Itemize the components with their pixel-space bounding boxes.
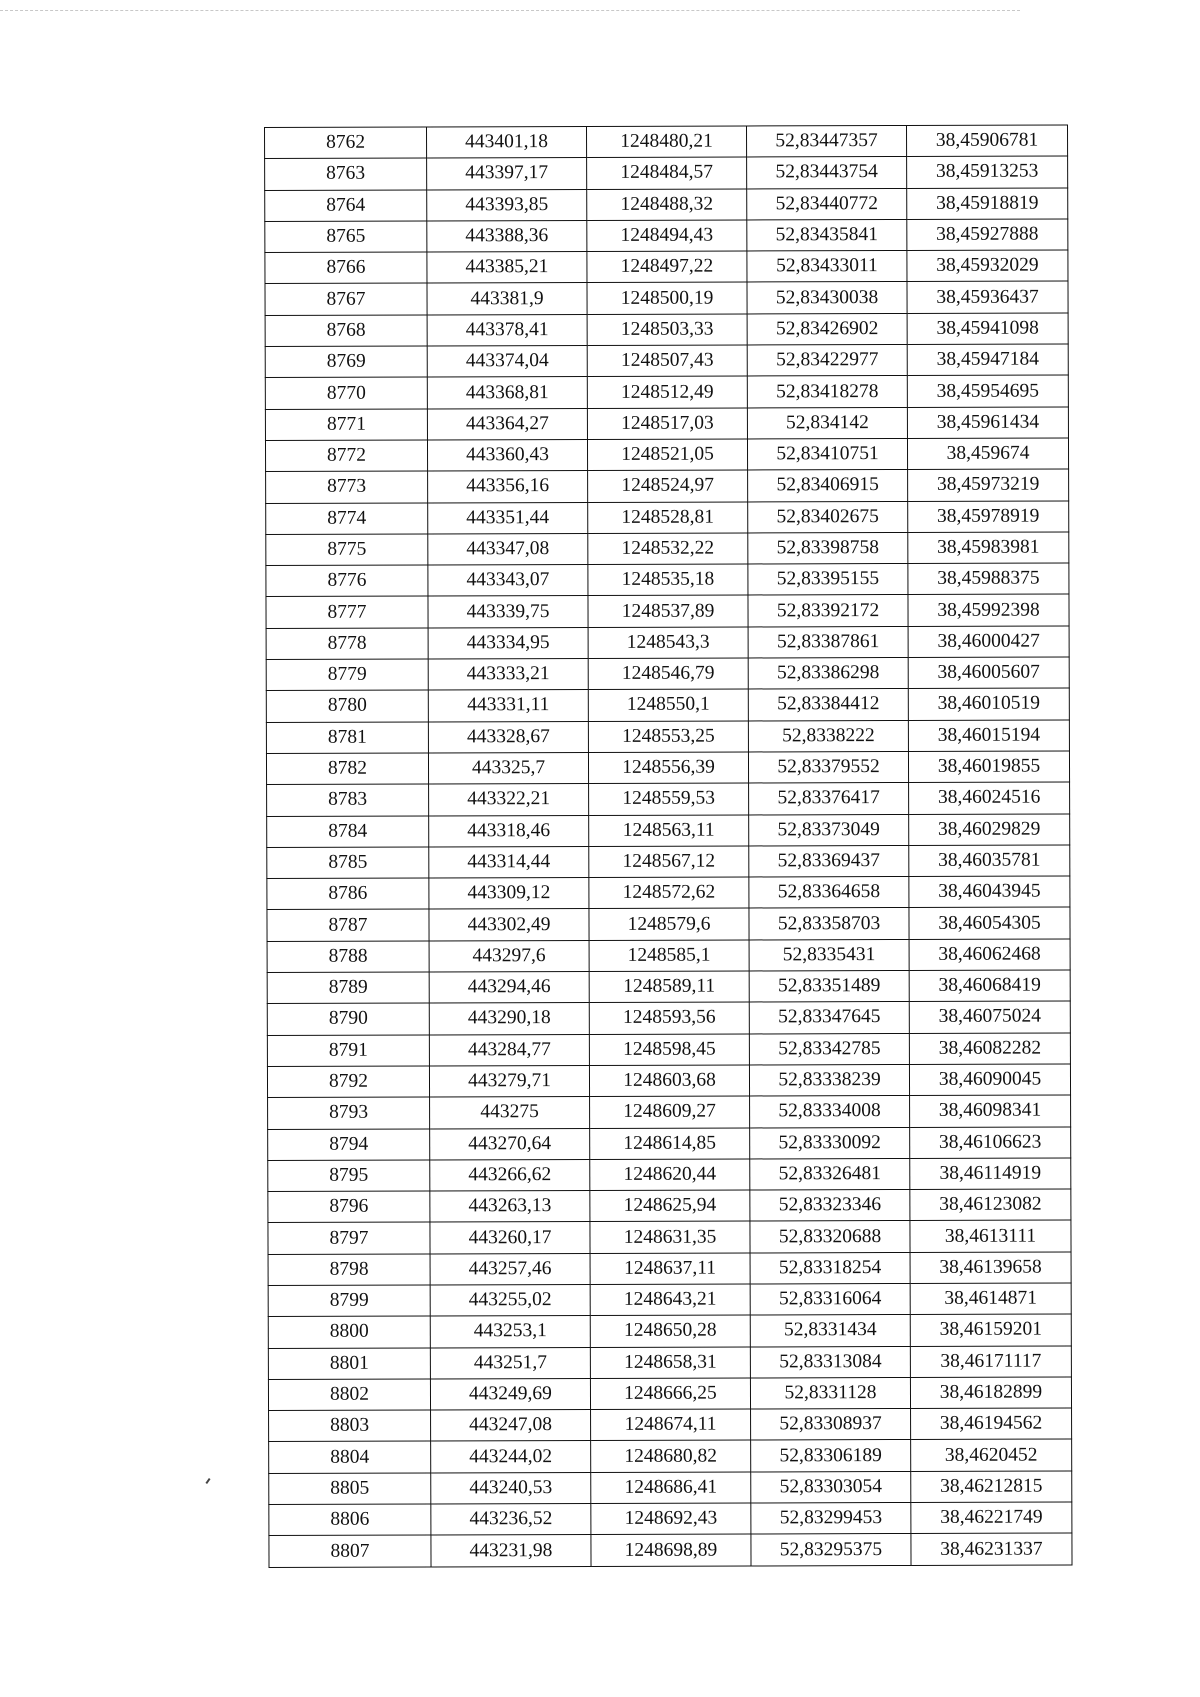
table-row bbox=[268, 1095, 1071, 1129]
table-row bbox=[267, 970, 1070, 1004]
table-row bbox=[268, 1346, 1071, 1380]
point-number-cell: 8775 bbox=[266, 534, 428, 566]
longitude-cell: 38,45936437 bbox=[907, 281, 1068, 313]
latitude-cell: 52,83379552 bbox=[748, 751, 908, 783]
latitude-cell: 52,83369437 bbox=[749, 845, 909, 877]
point-number-cell: 8803 bbox=[269, 1410, 431, 1442]
latitude-cell: 52,83334008 bbox=[750, 1096, 910, 1128]
latitude-cell: 52,83338239 bbox=[749, 1064, 909, 1096]
longitude-cell: 38,45954695 bbox=[907, 375, 1068, 407]
longitude-cell: 38,46010519 bbox=[908, 688, 1069, 720]
y-coordinate-cell: 1248488,32 bbox=[587, 189, 747, 221]
longitude-cell: 38,45913253 bbox=[907, 156, 1068, 188]
y-coordinate-cell: 1248556,39 bbox=[588, 752, 748, 784]
latitude-cell: 52,8331434 bbox=[750, 1315, 910, 1347]
y-coordinate-cell: 1248559,53 bbox=[589, 783, 749, 815]
latitude-cell: 52,83440772 bbox=[747, 188, 907, 220]
table-row bbox=[265, 281, 1068, 315]
y-coordinate-cell: 1248543,3 bbox=[588, 627, 748, 659]
y-coordinate-cell: 1248686,41 bbox=[591, 1472, 751, 1504]
point-number-cell: 8762 bbox=[265, 127, 427, 159]
y-coordinate-cell: 1248650,28 bbox=[590, 1315, 750, 1347]
latitude-cell: 52,83426902 bbox=[747, 313, 907, 345]
point-number-cell: 8791 bbox=[267, 1035, 429, 1067]
latitude-cell: 52,83326481 bbox=[750, 1158, 910, 1190]
table-row bbox=[268, 1220, 1071, 1254]
longitude-cell: 38,46231337 bbox=[911, 1533, 1072, 1565]
latitude-cell: 52,83406915 bbox=[748, 470, 908, 502]
table-row bbox=[265, 156, 1068, 190]
latitude-cell: 52,83430038 bbox=[747, 282, 907, 314]
x-coordinate-cell: 443294,46 bbox=[429, 971, 589, 1003]
longitude-cell: 38,46221749 bbox=[911, 1502, 1072, 1534]
point-number-cell: 8805 bbox=[269, 1473, 431, 1505]
latitude-cell: 52,83358703 bbox=[749, 908, 909, 940]
longitude-cell: 38,46068419 bbox=[909, 970, 1070, 1002]
latitude-cell: 52,83342785 bbox=[749, 1033, 909, 1065]
longitude-cell: 38,46029829 bbox=[909, 814, 1070, 846]
y-coordinate-cell: 1248550,1 bbox=[588, 689, 748, 721]
x-coordinate-cell: 443255,02 bbox=[430, 1284, 590, 1316]
point-number-cell: 8793 bbox=[268, 1097, 430, 1129]
table-row bbox=[265, 407, 1068, 441]
point-number-cell: 8801 bbox=[268, 1348, 430, 1380]
table-row bbox=[266, 751, 1069, 785]
latitude-cell: 52,83313084 bbox=[750, 1346, 910, 1378]
x-coordinate-cell: 443290,18 bbox=[429, 1003, 589, 1035]
longitude-cell: 38,45947184 bbox=[907, 344, 1068, 376]
point-number-cell: 8767 bbox=[265, 283, 427, 315]
longitude-cell: 38,46194562 bbox=[911, 1408, 1072, 1440]
x-coordinate-cell: 443322,21 bbox=[429, 784, 589, 816]
x-coordinate-cell: 443251,7 bbox=[430, 1347, 590, 1379]
y-coordinate-cell: 1248680,82 bbox=[591, 1440, 751, 1472]
table-row bbox=[266, 469, 1069, 503]
y-coordinate-cell: 1248698,89 bbox=[591, 1534, 751, 1566]
table-row bbox=[266, 720, 1069, 754]
latitude-cell: 52,83295375 bbox=[751, 1534, 911, 1566]
x-coordinate-cell: 443351,44 bbox=[428, 502, 588, 534]
table-row bbox=[268, 1252, 1071, 1286]
y-coordinate-cell: 1248528,81 bbox=[588, 502, 748, 534]
longitude-cell: 38,46075024 bbox=[909, 1001, 1070, 1033]
longitude-cell: 38,46043945 bbox=[909, 876, 1070, 908]
point-number-cell: 8774 bbox=[266, 503, 428, 535]
table-row bbox=[266, 626, 1069, 660]
y-coordinate-cell: 1248567,12 bbox=[589, 846, 749, 878]
table-row bbox=[268, 1283, 1071, 1317]
longitude-cell: 38,45941098 bbox=[907, 313, 1068, 345]
x-coordinate-cell: 443325,7 bbox=[428, 752, 588, 784]
longitude-cell: 38,46182899 bbox=[910, 1377, 1071, 1409]
x-coordinate-cell: 443364,27 bbox=[427, 408, 587, 440]
table-row bbox=[266, 688, 1069, 722]
table-row bbox=[266, 532, 1069, 566]
point-number-cell: 8794 bbox=[268, 1128, 430, 1160]
y-coordinate-cell: 1248620,44 bbox=[590, 1159, 750, 1191]
y-coordinate-cell: 1248507,43 bbox=[587, 345, 747, 377]
y-coordinate-cell: 1248609,27 bbox=[590, 1096, 750, 1128]
longitude-cell: 38,46159201 bbox=[910, 1314, 1071, 1346]
latitude-cell: 52,83306189 bbox=[751, 1440, 911, 1472]
y-coordinate-cell: 1248589,11 bbox=[589, 971, 749, 1003]
latitude-cell: 52,83392172 bbox=[748, 595, 908, 627]
x-coordinate-cell: 443328,67 bbox=[428, 721, 588, 753]
table-row bbox=[267, 782, 1070, 816]
point-number-cell: 8792 bbox=[267, 1066, 429, 1098]
x-coordinate-cell: 443397,17 bbox=[427, 158, 587, 190]
x-coordinate-cell: 443393,85 bbox=[427, 189, 587, 221]
y-coordinate-cell: 1248521,05 bbox=[587, 439, 747, 471]
y-coordinate-cell: 1248494,43 bbox=[587, 220, 747, 252]
longitude-cell: 38,46212815 bbox=[911, 1471, 1072, 1503]
y-coordinate-cell: 1248643,21 bbox=[590, 1284, 750, 1316]
latitude-cell: 52,8331128 bbox=[750, 1377, 910, 1409]
table-row bbox=[267, 845, 1070, 879]
y-coordinate-cell: 1248503,33 bbox=[587, 314, 747, 346]
latitude-cell: 52,834142 bbox=[747, 407, 907, 439]
latitude-cell: 52,83320688 bbox=[750, 1221, 910, 1253]
x-coordinate-cell: 443302,49 bbox=[429, 909, 589, 941]
point-number-cell: 8768 bbox=[265, 315, 427, 347]
latitude-cell: 52,83308937 bbox=[751, 1409, 911, 1441]
y-coordinate-cell: 1248674,11 bbox=[591, 1409, 751, 1441]
table-row bbox=[265, 250, 1068, 284]
table-row bbox=[265, 219, 1068, 253]
latitude-cell: 52,83395155 bbox=[748, 564, 908, 596]
longitude-cell: 38,459674 bbox=[907, 438, 1068, 470]
point-number-cell: 8800 bbox=[268, 1316, 430, 1348]
latitude-cell: 52,83347645 bbox=[749, 1002, 909, 1034]
y-coordinate-cell: 1248484,57 bbox=[587, 157, 747, 189]
longitude-cell: 38,46054305 bbox=[909, 907, 1070, 939]
latitude-cell: 52,83330092 bbox=[750, 1127, 910, 1159]
y-coordinate-cell: 1248524,97 bbox=[588, 470, 748, 502]
longitude-cell: 38,45983981 bbox=[908, 532, 1069, 564]
latitude-cell: 52,8335431 bbox=[749, 939, 909, 971]
table-row bbox=[266, 594, 1069, 628]
scan-speck bbox=[205, 1478, 210, 1484]
point-number-cell: 8776 bbox=[266, 565, 428, 597]
scan-edge-line bbox=[0, 10, 1020, 11]
y-coordinate-cell: 1248535,18 bbox=[588, 564, 748, 596]
y-coordinate-cell: 1248593,56 bbox=[589, 1002, 749, 1034]
y-coordinate-cell: 1248603,68 bbox=[589, 1065, 749, 1097]
point-number-cell: 8782 bbox=[266, 753, 428, 785]
point-number-cell: 8788 bbox=[267, 941, 429, 973]
longitude-cell: 38,45932029 bbox=[907, 250, 1068, 282]
latitude-cell: 52,83443754 bbox=[747, 157, 907, 189]
longitude-cell: 38,46139658 bbox=[910, 1252, 1071, 1284]
coordinates-table bbox=[264, 124, 1073, 1567]
x-coordinate-cell: 443297,6 bbox=[429, 940, 589, 972]
latitude-cell: 52,83316064 bbox=[750, 1283, 910, 1315]
longitude-cell: 38,46098341 bbox=[910, 1095, 1071, 1127]
latitude-cell: 52,83433011 bbox=[747, 251, 907, 283]
longitude-cell: 38,46015194 bbox=[908, 720, 1069, 752]
x-coordinate-cell: 443247,08 bbox=[431, 1410, 591, 1442]
point-number-cell: 8795 bbox=[268, 1160, 430, 1192]
table-row bbox=[267, 1001, 1070, 1035]
x-coordinate-cell: 443339,75 bbox=[428, 596, 588, 628]
x-coordinate-cell: 443331,11 bbox=[428, 690, 588, 722]
y-coordinate-cell: 1248692,43 bbox=[591, 1503, 751, 1535]
x-coordinate-cell: 443253,1 bbox=[430, 1316, 590, 1348]
longitude-cell: 38,46082282 bbox=[909, 1033, 1070, 1065]
longitude-cell: 38,45918819 bbox=[907, 188, 1068, 220]
x-coordinate-cell: 443314,44 bbox=[429, 846, 589, 878]
longitude-cell: 38,46035781 bbox=[909, 845, 1070, 877]
longitude-cell: 38,46000427 bbox=[908, 626, 1069, 658]
longitude-cell: 38,45906781 bbox=[906, 125, 1067, 157]
latitude-cell: 52,83402675 bbox=[748, 501, 908, 533]
x-coordinate-cell: 443284,77 bbox=[429, 1034, 589, 1066]
table-row bbox=[265, 125, 1068, 159]
y-coordinate-cell: 1248480,21 bbox=[587, 126, 747, 158]
table-row bbox=[265, 313, 1068, 347]
x-coordinate-cell: 443279,71 bbox=[429, 1065, 589, 1097]
latitude-cell: 52,83447357 bbox=[746, 125, 906, 157]
x-coordinate-cell: 443333,21 bbox=[428, 659, 588, 691]
point-number-cell: 8769 bbox=[265, 346, 427, 378]
point-number-cell: 8784 bbox=[267, 816, 429, 848]
table-row bbox=[268, 1314, 1071, 1348]
point-number-cell: 8806 bbox=[269, 1504, 431, 1536]
longitude-cell: 38,46123082 bbox=[910, 1189, 1071, 1221]
x-coordinate-cell: 443270,64 bbox=[430, 1128, 590, 1160]
longitude-cell: 38,46114919 bbox=[910, 1158, 1071, 1190]
table-row bbox=[266, 657, 1069, 691]
table-row bbox=[269, 1439, 1072, 1473]
y-coordinate-cell: 1248546,79 bbox=[588, 658, 748, 690]
point-number-cell: 8778 bbox=[266, 628, 428, 660]
point-number-cell: 8807 bbox=[269, 1535, 431, 1567]
point-number-cell: 8798 bbox=[268, 1254, 430, 1286]
x-coordinate-cell: 443381,9 bbox=[427, 283, 587, 315]
y-coordinate-cell: 1248579,6 bbox=[589, 908, 749, 940]
y-coordinate-cell: 1248637,11 bbox=[590, 1253, 750, 1285]
x-coordinate-cell: 443360,43 bbox=[427, 439, 587, 471]
table-row bbox=[268, 1158, 1071, 1192]
y-coordinate-cell: 1248658,31 bbox=[590, 1347, 750, 1379]
longitude-cell: 38,46171117 bbox=[910, 1346, 1071, 1378]
longitude-cell: 38,46062468 bbox=[909, 939, 1070, 971]
x-coordinate-cell: 443263,13 bbox=[430, 1191, 590, 1223]
point-number-cell: 8764 bbox=[265, 190, 427, 222]
x-coordinate-cell: 443388,36 bbox=[427, 220, 587, 252]
point-number-cell: 8765 bbox=[265, 221, 427, 253]
y-coordinate-cell: 1248625,94 bbox=[590, 1190, 750, 1222]
table-row bbox=[265, 344, 1068, 378]
latitude-cell: 52,83364658 bbox=[749, 877, 909, 909]
y-coordinate-cell: 1248497,22 bbox=[587, 251, 747, 283]
x-coordinate-cell: 443260,17 bbox=[430, 1222, 590, 1254]
point-number-cell: 8785 bbox=[267, 847, 429, 879]
point-number-cell: 8790 bbox=[267, 1003, 429, 1035]
y-coordinate-cell: 1248585,1 bbox=[589, 940, 749, 972]
point-number-cell: 8773 bbox=[266, 471, 428, 503]
point-number-cell: 8779 bbox=[266, 659, 428, 691]
latitude-cell: 52,83386298 bbox=[748, 658, 908, 690]
longitude-cell: 38,45973219 bbox=[908, 469, 1069, 501]
x-coordinate-cell: 443249,69 bbox=[430, 1378, 590, 1410]
x-coordinate-cell: 443236,52 bbox=[431, 1504, 591, 1536]
latitude-cell: 52,83303054 bbox=[751, 1471, 911, 1503]
longitude-cell: 38,45992398 bbox=[908, 594, 1069, 626]
point-number-cell: 8797 bbox=[268, 1222, 430, 1254]
table-row bbox=[268, 1189, 1071, 1223]
point-number-cell: 8799 bbox=[268, 1285, 430, 1317]
x-coordinate-cell: 443385,21 bbox=[427, 252, 587, 284]
table-row bbox=[265, 188, 1068, 222]
coordinates-table-container bbox=[264, 124, 1072, 1567]
y-coordinate-cell: 1248500,19 bbox=[587, 282, 747, 314]
y-coordinate-cell: 1248512,49 bbox=[587, 376, 747, 408]
x-coordinate-cell: 443347,08 bbox=[428, 533, 588, 565]
table-row bbox=[267, 907, 1070, 941]
table-row bbox=[267, 1064, 1070, 1098]
y-coordinate-cell: 1248614,85 bbox=[590, 1127, 750, 1159]
x-coordinate-cell: 443401,18 bbox=[427, 126, 587, 158]
point-number-cell: 8770 bbox=[265, 377, 427, 409]
longitude-cell: 38,46106623 bbox=[910, 1126, 1071, 1158]
latitude-cell: 52,83387861 bbox=[748, 626, 908, 658]
table-row bbox=[265, 438, 1068, 472]
latitude-cell: 52,83384412 bbox=[748, 689, 908, 721]
x-coordinate-cell: 443240,53 bbox=[431, 1472, 591, 1504]
longitude-cell: 38,4613111 bbox=[910, 1220, 1071, 1252]
y-coordinate-cell: 1248598,45 bbox=[589, 1034, 749, 1066]
point-number-cell: 8780 bbox=[266, 690, 428, 722]
table-row bbox=[265, 375, 1068, 409]
latitude-cell: 52,83418278 bbox=[747, 376, 907, 408]
table-row bbox=[267, 814, 1070, 848]
y-coordinate-cell: 1248537,89 bbox=[588, 595, 748, 627]
x-coordinate-cell: 443374,04 bbox=[427, 346, 587, 378]
latitude-cell: 52,83373049 bbox=[749, 814, 909, 846]
table-row bbox=[267, 876, 1070, 910]
x-coordinate-cell: 443343,07 bbox=[428, 565, 588, 597]
point-number-cell: 8789 bbox=[267, 972, 429, 1004]
longitude-cell: 38,46024516 bbox=[909, 782, 1070, 814]
table-row bbox=[269, 1471, 1072, 1505]
table-row bbox=[268, 1126, 1071, 1160]
latitude-cell: 52,83376417 bbox=[749, 783, 909, 815]
y-coordinate-cell: 1248631,35 bbox=[590, 1221, 750, 1253]
point-number-cell: 8804 bbox=[269, 1441, 431, 1473]
point-number-cell: 8796 bbox=[268, 1191, 430, 1223]
point-number-cell: 8771 bbox=[265, 409, 427, 441]
longitude-cell: 38,45978919 bbox=[908, 501, 1069, 533]
x-coordinate-cell: 443257,46 bbox=[430, 1253, 590, 1285]
x-coordinate-cell: 443356,16 bbox=[428, 471, 588, 503]
table-row bbox=[268, 1377, 1071, 1411]
longitude-cell: 38,46090045 bbox=[909, 1064, 1070, 1096]
longitude-cell: 38,45988375 bbox=[908, 563, 1069, 595]
y-coordinate-cell: 1248532,22 bbox=[588, 533, 748, 565]
point-number-cell: 8766 bbox=[265, 252, 427, 284]
y-coordinate-cell: 1248553,25 bbox=[588, 721, 748, 753]
table-row bbox=[269, 1533, 1072, 1567]
point-number-cell: 8802 bbox=[268, 1379, 430, 1411]
y-coordinate-cell: 1248666,25 bbox=[590, 1378, 750, 1410]
point-number-cell: 8783 bbox=[267, 784, 429, 816]
x-coordinate-cell: 443334,95 bbox=[428, 627, 588, 659]
longitude-cell: 38,4620452 bbox=[911, 1439, 1072, 1471]
point-number-cell: 8787 bbox=[267, 909, 429, 941]
latitude-cell: 52,83398758 bbox=[748, 532, 908, 564]
point-number-cell: 8763 bbox=[265, 158, 427, 190]
point-number-cell: 8781 bbox=[266, 722, 428, 754]
point-number-cell: 8772 bbox=[265, 440, 427, 472]
point-number-cell: 8777 bbox=[266, 596, 428, 628]
table-row bbox=[266, 501, 1069, 535]
y-coordinate-cell: 1248572,62 bbox=[589, 877, 749, 909]
table-row bbox=[269, 1502, 1072, 1536]
table-row bbox=[269, 1408, 1072, 1442]
x-coordinate-cell: 443231,98 bbox=[431, 1535, 591, 1567]
latitude-cell: 52,83422977 bbox=[747, 345, 907, 377]
y-coordinate-cell: 1248563,11 bbox=[589, 815, 749, 847]
longitude-cell: 38,46005607 bbox=[908, 657, 1069, 689]
x-coordinate-cell: 443309,12 bbox=[429, 878, 589, 910]
latitude-cell: 52,8338222 bbox=[748, 720, 908, 752]
table-row bbox=[266, 563, 1069, 597]
x-coordinate-cell: 443244,02 bbox=[431, 1441, 591, 1473]
latitude-cell: 52,83323346 bbox=[750, 1190, 910, 1222]
longitude-cell: 38,46019855 bbox=[908, 751, 1069, 783]
y-coordinate-cell: 1248517,03 bbox=[587, 408, 747, 440]
latitude-cell: 52,83351489 bbox=[749, 970, 909, 1002]
latitude-cell: 52,83299453 bbox=[751, 1503, 911, 1535]
x-coordinate-cell: 443275 bbox=[430, 1097, 590, 1129]
latitude-cell: 52,83410751 bbox=[747, 438, 907, 470]
latitude-cell: 52,83435841 bbox=[747, 219, 907, 251]
x-coordinate-cell: 443266,62 bbox=[430, 1159, 590, 1191]
longitude-cell: 38,45927888 bbox=[907, 219, 1068, 251]
x-coordinate-cell: 443368,81 bbox=[427, 377, 587, 409]
longitude-cell: 38,45961434 bbox=[907, 407, 1068, 439]
point-number-cell: 8786 bbox=[267, 878, 429, 910]
table-row bbox=[267, 939, 1070, 973]
x-coordinate-cell: 443378,41 bbox=[427, 314, 587, 346]
coordinates-table-body bbox=[265, 125, 1073, 1567]
longitude-cell: 38,4614871 bbox=[910, 1283, 1071, 1315]
table-row bbox=[267, 1033, 1070, 1067]
latitude-cell: 52,83318254 bbox=[750, 1252, 910, 1284]
x-coordinate-cell: 443318,46 bbox=[429, 815, 589, 847]
